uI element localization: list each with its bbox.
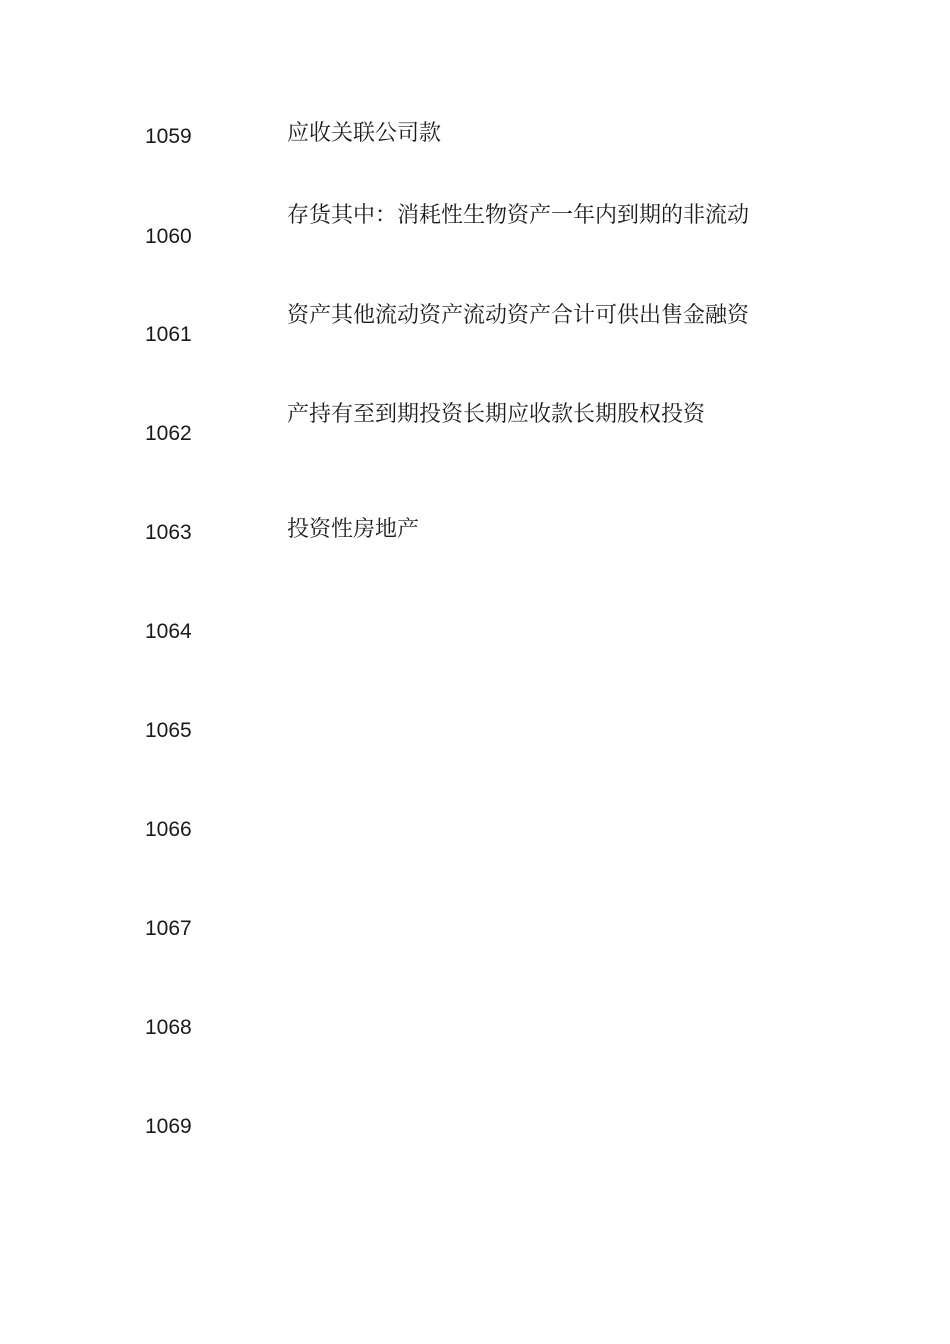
account-code-1067: 1067 xyxy=(145,917,192,940)
account-code-1059: 1059 xyxy=(145,125,192,148)
account-code-1063: 1063 xyxy=(145,521,192,544)
account-code-1065: 1065 xyxy=(145,719,192,742)
account-code-1060: 1060 xyxy=(145,225,192,248)
account-code-1061: 1061 xyxy=(145,323,192,346)
account-name-1059: 应收关联公司款 xyxy=(287,121,442,146)
account-name-1061: 资产其他流动资产流动资产合计可供出售金融资 xyxy=(287,303,750,328)
account-code-1066: 1066 xyxy=(145,818,192,841)
account-name-1063: 投资性房地产 xyxy=(287,517,420,542)
account-code-1062: 1062 xyxy=(145,422,192,445)
account-code-1064: 1064 xyxy=(145,620,192,643)
account-code-1069: 1069 xyxy=(145,1115,192,1138)
account-code-1068: 1068 xyxy=(145,1016,192,1039)
account-name-1060: 存货其中：消耗性生物资产一年内到期的非流动 xyxy=(287,203,750,228)
account-name-1062: 产持有至到期投资长期应收款长期股权投资 xyxy=(287,402,706,427)
